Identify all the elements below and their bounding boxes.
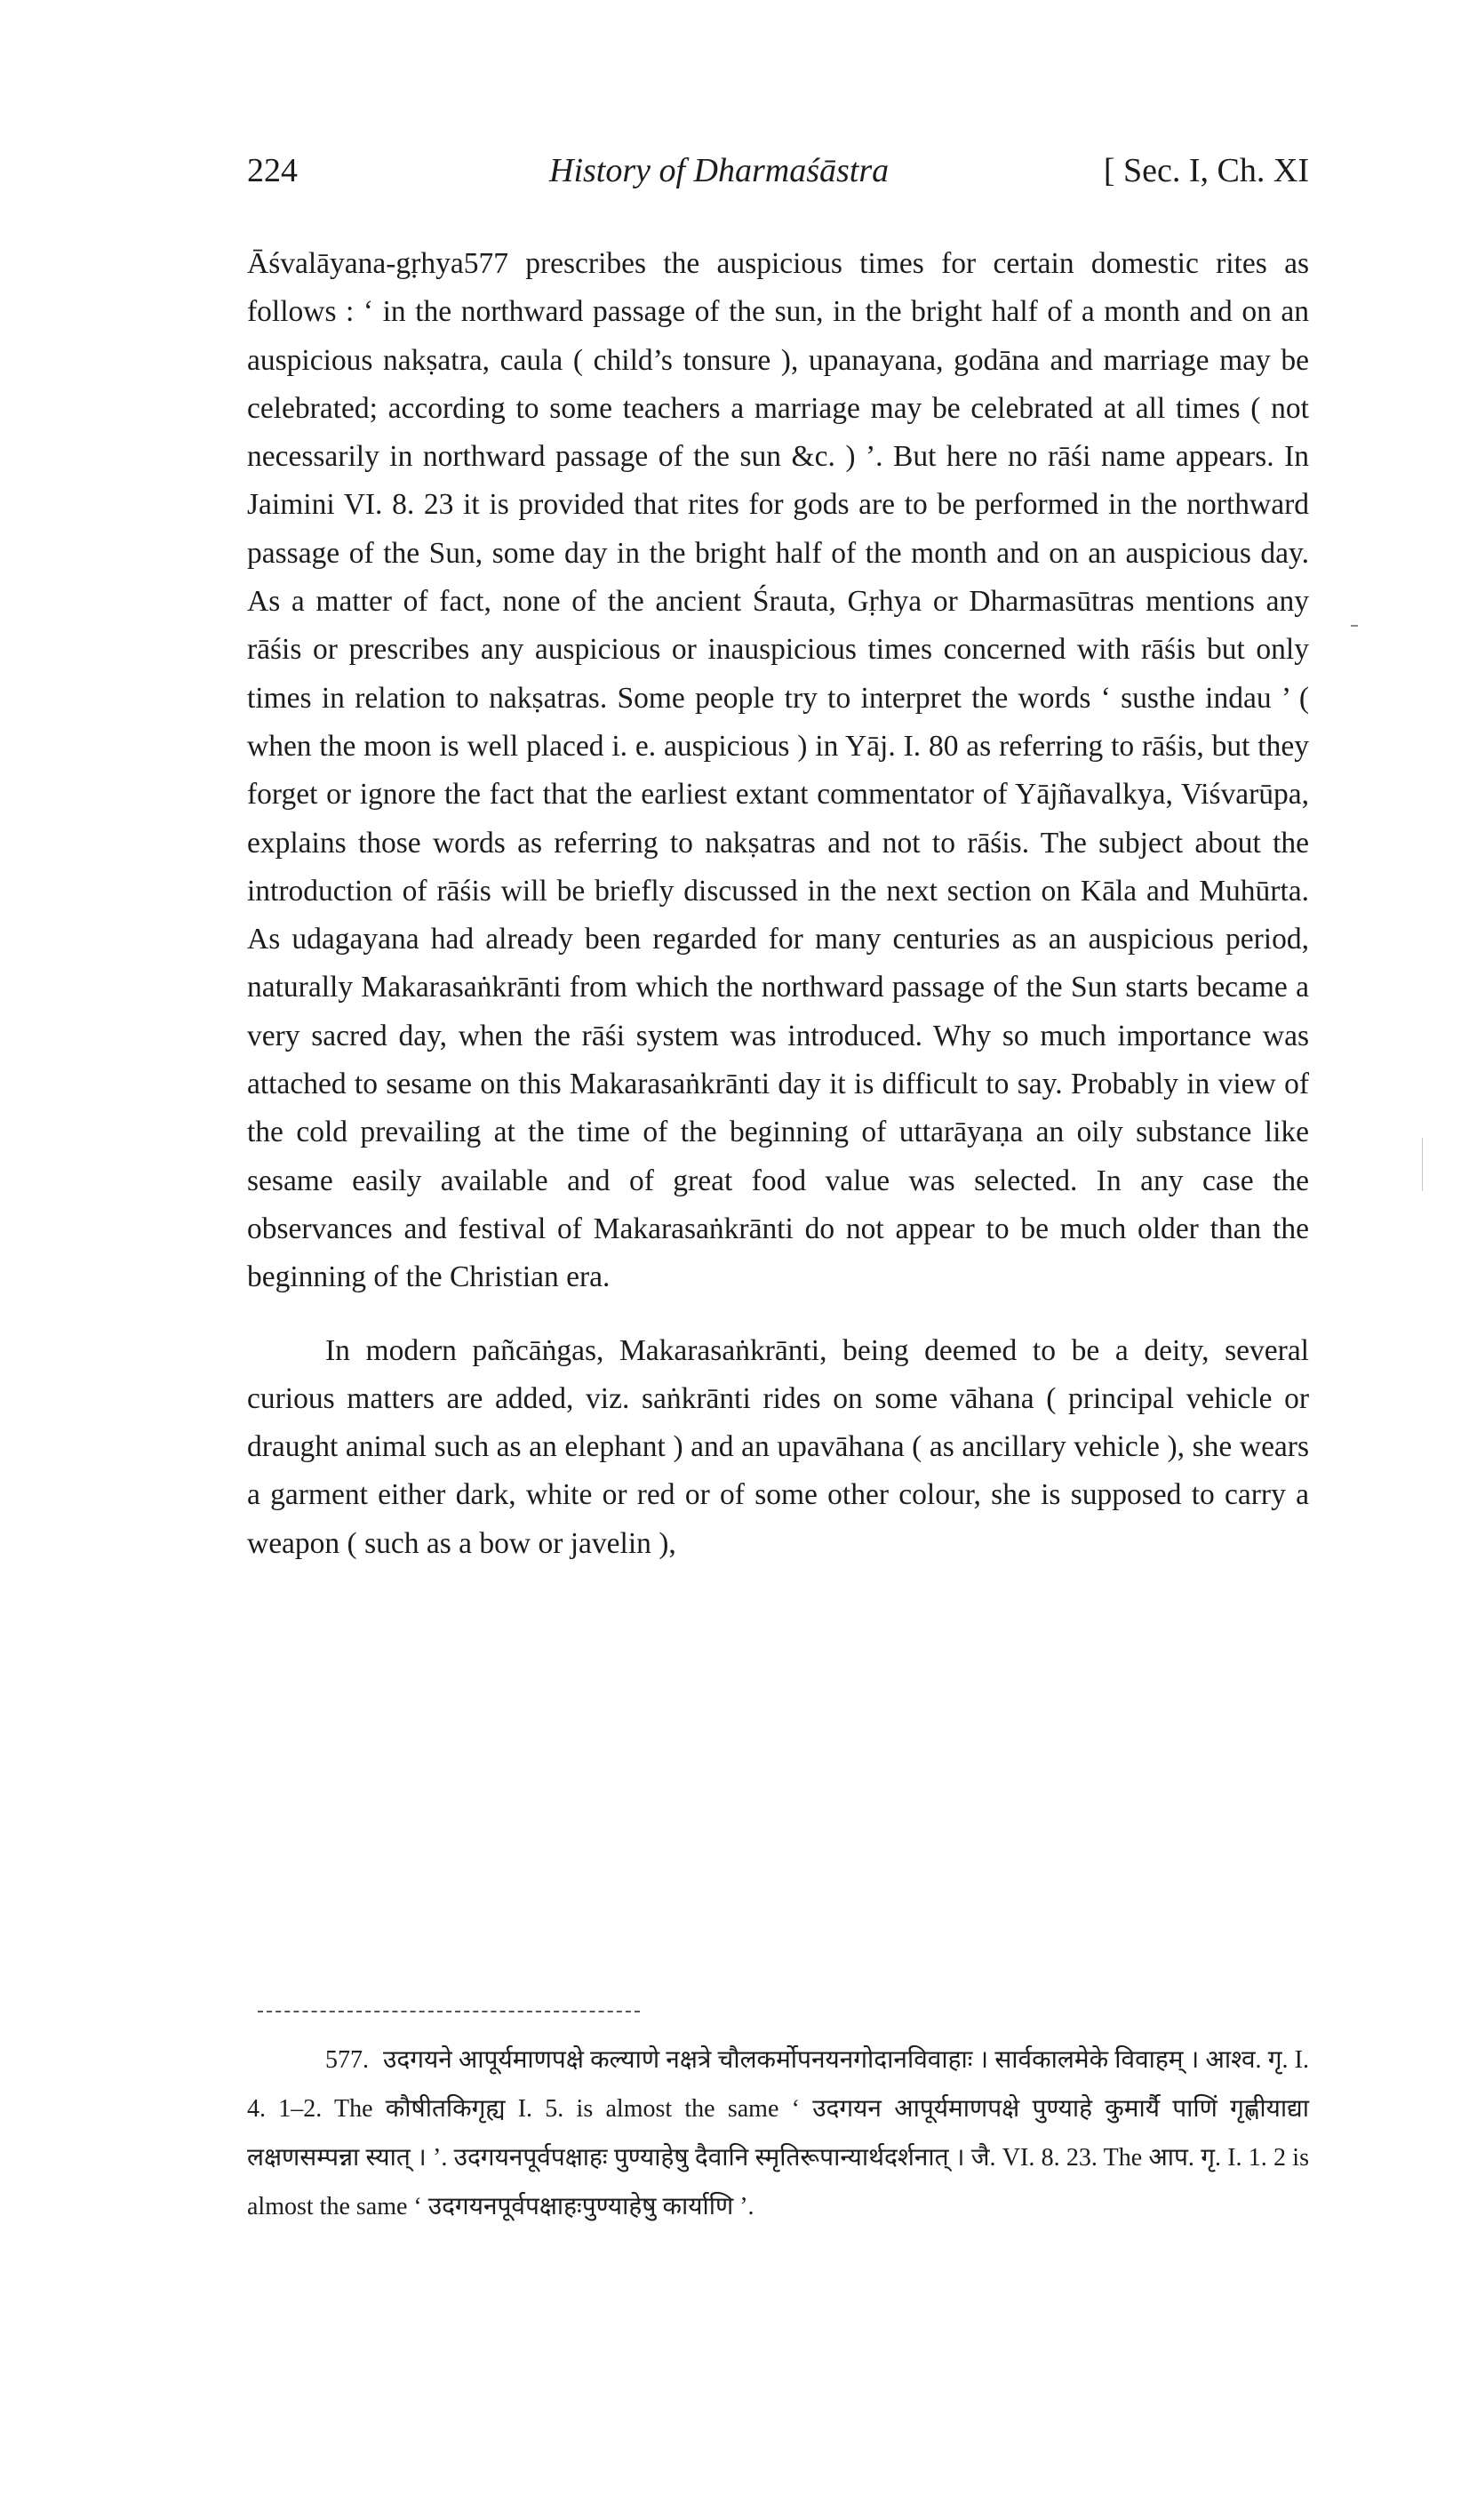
footnote-number: 577. <box>325 2046 369 2074</box>
paragraph-2: In modern pañcāṅgas, Makarasaṅkrānti, being deemed to be a deity, several curious matters are added, viz. saṅkrānti rides on some vāhana ( principal vehicle or draught animal such as an elephant ) and an upavāhana ( as ancillary vehicle ), she wears a garment either dark, white or red or of some other colour, she is supposed to carry a weapon ( such as a bow or javelin ), <box>247 1333 1309 1560</box>
running-header <box>247 151 1309 204</box>
page-number: 224 <box>247 152 298 189</box>
main-text <box>247 240 1309 1568</box>
running-title: History of Dharmaśāstra <box>549 152 890 189</box>
footnote-text: उदगयने आपूर्यमाणपक्षे कल्याणे नक्षत्रे चौलकर्मोपनयनगोदानविवाहाः । सार्वकालमेके विवाहम् । आश्व. गृ. I. 4. 1–2. The कौषीतकिगृह्य I. 5. is almost the same ‘ उदगयन आपूर्यमाणपक्षे पुण्याहे कुमार्यै पाणिं गृह्णीयाद्या लक्षणसम्पन्ना स्यात् । ’. उदगयनपूर्वपक्षाहः पुण्याहेषु दैवानि स्मृतिरूपान्यार्थदर्शनात् । जै. VI. 8. 23. The आप. गृ. I. 1. 2 is almost the same ‘ उदगयनपूर्वपक्षाहःपुण्याहेषु कार्याणि ’. <box>247 2046 1309 2220</box>
footnote-separator <box>258 2011 640 2012</box>
section-reference: [ Sec. I, Ch. XI <box>1103 152 1309 189</box>
footnote <box>247 2036 1309 2231</box>
scan-artifact <box>1422 1138 1423 1191</box>
paragraph-1: Āśvalāyana-gṛhya577 prescribes the auspicious times for certain domestic rites as follows : ‘ in the northward passage of the sun, in the bright half of a month and on an auspicious nakṣatra, caula ( child’s tonsure ), upanayana, godāna and marriage may be celebrated; according to some teachers a marriage may be celebrated at all times ( not necessarily in northward passage of the sun &c. ) ’. But here no rāśi name appears. In Jaimini VI. 8. 23 it is provided that rites for gods are to be performed in the northward passage of the Sun, some day in the bright half of the month and on an auspicious day. As a matter of fact, none of the ancient Śrauta, Gṛhya or Dharmasūtras mentions any rāśis or prescribes any auspicious or inauspicious times concerned with rāśis but only times in relation to nakṣatras. Some people try to interpret the words ‘ susthe indau ’ ( when the moon is well placed i. e. auspicious ) in Yāj. I. 80 as referring to rāśis, but they forget or ignore the fact that the earliest extant commentator of Yājñavalkya, Viśvarūpa, explains those words as referring to nakṣatras and not to rāśis. The subject about the introduction of rāśis will be briefly discussed in the next section on Kāla and Muhūrta. As udagayana had already been regarded for many centuries as an auspicious period, naturally Makarasaṅkrānti from which the northward passage of the Sun starts became a very sacred day, when the rāśi system was introduced. Why so much importance was attached to sesame on this Makarasaṅkrānti day it is difficult to say. Probably in view of the cold prevailing at the time of the beginning of uttarāyaṇa an oily substance like sesame easily available and of great food value was selected. In any case the observances and festival of Makarasaṅkrānti do not appear to be much older than the beginning of the Christian era. <box>247 247 1309 1294</box>
margin-mark <box>1351 625 1358 627</box>
